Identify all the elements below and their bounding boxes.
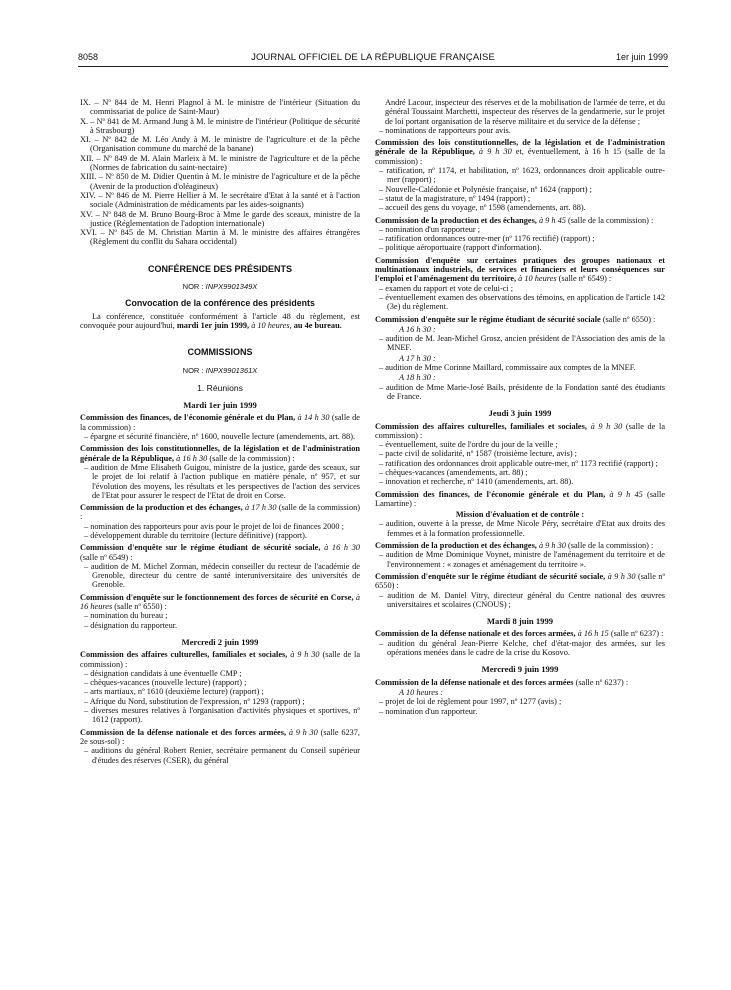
day-heading: Mardi 1er juin 1999	[183, 400, 257, 411]
page-header	[78, 52, 668, 66]
agenda-item: – nomination du bureau ;	[84, 611, 168, 621]
commission-heading: Commission d'enquête sur le fonctionnement des forces de sécurité en Corse, à 16 heures (salle nº 6550) :	[80, 592, 360, 612]
agenda-item: – nomination d'un rapporteur.	[379, 706, 478, 716]
day-heading: Mardi 8 juin 1999	[486, 616, 554, 627]
time-slot: A 10 heures :	[399, 687, 444, 697]
agenda-item: – désignation du rapporteur.	[84, 620, 178, 630]
day-heading: Jeudi 3 juin 1999	[488, 408, 552, 419]
commission-heading: Commission des affaires culturelles, familiales et sociales, à 9 h 30 (salle de la commission) :	[80, 650, 361, 669]
page-number: 8058	[78, 52, 99, 62]
agenda-item: – auditions du général Robert Renier, secrétaire permanent du Conseil supérieur d'études des réserves (CSER), du général	[84, 746, 360, 765]
agenda-item: – éventuellement examen des observations des témoins, en application de l'article 142 (3e) du règlement.	[379, 292, 665, 312]
right-column	[375, 98, 665, 716]
agenda-item: – audition de Mme Marie-José Bails, présidente de la Fondation santé des étudiants de France.	[379, 382, 665, 401]
question-item: XV. – Nº 848 de M. Bruno Bourg-Broc à Mme le garde des sceaux, ministre de la justice (Réglementation de l'adoption internationale)	[80, 209, 360, 228]
commission-heading: Commission de la production et des échanges, à 17 h 30 (salle de la commission) :	[80, 503, 360, 522]
commission-heading: Commission d'enquête sur le régime étudiant de sécurité sociale (salle nº 6550) :	[375, 314, 656, 324]
convocation-heading: Convocation de la conférence des présidents	[125, 298, 315, 309]
commission-heading: Commission des lois constitutionnelles, de la législation et de l'administration générale de la République, à 16 h 30 (salle de la commission) :	[80, 444, 360, 463]
continued-text: André Lacour, inspecteur des réserves et de la mobilisation de l'armée de terre, et du général Toussaint Marchetti, inspecteur des réserves de la gendarmerie, sur le projet de loi portant organisation de la réserve militaire et du service de la défense ;	[385, 98, 665, 126]
agenda-item: – ratification des ordonnances droit applicable outre-mer, nº 1173 rectifié (rapport) ;	[379, 458, 658, 468]
agenda-item: – nominations de rapporteurs pour avis.	[379, 125, 511, 135]
commission-heading: Commission des finances, de l'économie générale et du Plan, à 9 h 45 (salle Lamartine) :	[375, 489, 666, 508]
day-heading: Mercredi 9 juin 1999	[481, 664, 559, 675]
question-item: IX. – Nº 844 de M. Henri Plagnol à M. le ministre de l'intérieur (Situation du commissariat de police de Saint-Maur)	[80, 98, 360, 117]
agenda-item: – chèques-vacances (nouvelle lecture) (rapport) ;	[84, 678, 247, 688]
commission-heading: Commission de la défense nationale et des forces armées, à 16 h 15 (salle nº 6237) :	[375, 629, 664, 639]
agenda-item: – désignation candidats à une éventuelle CMP ;	[84, 668, 242, 678]
agenda-item: – chèques-vacances (amendements, art. 88) ;	[379, 467, 528, 477]
time-slot: A 16 h 30 :	[399, 324, 436, 334]
question-list	[80, 98, 360, 247]
agenda-item: – accueil des gens du voyage, nº 1598 (amendements, art. 88).	[379, 203, 586, 213]
commission-heading: Commission de la défense nationale et des forces armées, à 9 h 30 (salle 6237, 2e sous-sol) :	[80, 727, 361, 746]
question-item: XVI. – Nº 845 de M. Christian Martin à M. le ministre des affaires étrangères (Règlement du conflit du Sahara occidental)	[80, 228, 360, 247]
question-item: XIII. – Nº 850 de M. Didier Quentin à M. le ministre de l'agriculture et de la pêche (Avenir de la production d'oléagineux)	[80, 172, 360, 191]
question-item: XIV. – Nº 846 de M. Pierre Hellier à M. le secrétaire d'Etat à la santé et à l'action sociale (Administration de médicaments par les aides-soignants)	[80, 190, 360, 210]
agenda-item: – Afrique du Nord, substitution de l'expression, nº 1293 (rapport) ;	[84, 696, 305, 706]
agenda-item: – projet de loi de règlement pour 1997, nº 1277 (avis) ;	[379, 697, 562, 707]
time-slot: A 17 h 30 :	[399, 353, 436, 363]
question-item: XI. – Nº 842 de M. Léo Andy à M. le ministre de l'agriculture et de la pêche (Organisation commune du marché de la banane)	[80, 135, 360, 154]
commission-heading: Commission de la production et des échanges, à 9 h 45 (salle de la commission) :	[375, 215, 654, 225]
header-rule	[78, 66, 668, 67]
conference-nor: NOR : INPX9901349X	[182, 282, 258, 292]
agenda-item: – examen du rapport et vote de celui-ci ;	[379, 283, 514, 293]
mission-heading: Mission d'évaluation et de contrôle :	[455, 510, 585, 520]
agenda-item: – statut de la magistrature, nº 1494 (rapport) ;	[379, 193, 531, 203]
agenda-item: – ratification, nº 1174, et habilitation, nº 1623, ordonnances droit applicable outre-mer (rapport) ;	[379, 166, 665, 185]
agenda-item: – nomination d'un rapporteur ;	[379, 224, 481, 234]
agenda-item: – diverses mesures relatives à l'organisation d'activités physiques et sportives, nº 1612 (rapport).	[84, 706, 360, 725]
agenda-item: – audition de Mme Elisabeth Guigou, ministre de la justice, garde des sceaux, sur le projet de loi relatif à l'action publique en matière pénale, nº 957, et sur l'évolution des moyens, les résultats et les perspectives de l'action des services de l'Etat pour assurer le respect de l'Etat de droit en Corse.	[84, 462, 360, 500]
agenda-item: – audition de Mme Corinne Maillard, commissaire aux comptes de la MNEF.	[379, 363, 636, 373]
question-item: X. – Nº 841 de M. Armand Jung à M. le ministre de l'intérieur (Politique de sécurité à Strasbourg)	[80, 116, 360, 135]
conference-heading: CONFÉRENCE DES PRÉSIDENTS	[147, 263, 293, 274]
agenda-item: – développement durable du territoire (lecture définitive) (rapport).	[84, 530, 308, 540]
agenda-item: – ratification ordonnances outre-mer (nº 1176 rectifié) (rapport) ;	[379, 234, 595, 244]
commission-heading: Commission des lois constitutionnelles, de la législation et de l'administration générale de la République, à 9 h 30 et, éventuellement, à 16 h 15 (salle de la commission) :	[375, 138, 666, 166]
left-column	[80, 98, 360, 765]
agenda-item: – audition de M. Daniel Vitry, directeur général du Centre national des œuvres universitaires et scolaires (CNOUS) ;	[379, 590, 665, 609]
question-item: XII. – Nº 849 de M. Alain Marleix à M. le ministre de l'agriculture et de la pêche (Normes de fabrication du saint-nectaire)	[80, 153, 360, 173]
agenda-item: – audition du général Jean-Pierre Kelche, chef d'état-major des armées, sur les opérations menées dans le cadre de la crise du Kosovo.	[379, 638, 665, 658]
commission-heading: Commission de la défense nationale et des forces armées (salle nº 6237) :	[375, 677, 629, 687]
commissions-nor: NOR : INPX9901361X	[182, 365, 258, 375]
agenda-item: – audition de M. Jean-Michel Grosz, ancien président de l'Association des amis de la MNEF.	[379, 334, 665, 353]
commission-heading: Commission d'enquête sur le régime étudiant de sécurité sociale, à 16 h 30 (salle nº 6549) :	[80, 543, 360, 562]
commission-heading: Commission de la production et des échanges, à 9 h 30 (salle de la commission) :	[375, 541, 654, 551]
agenda-item: – audition de Mme Dominique Voynet, ministre de l'aménagement du territoire et de l'environnement : « zonages et aménagement du territoire ».	[379, 550, 665, 569]
day-heading: Mercredi 2 juin 1999	[181, 636, 259, 647]
reunions-heading: 1. Réunions	[197, 382, 243, 393]
agenda-item: – innovation et recherche, nº 1410 (amendements, art. 88).	[379, 477, 574, 487]
journal-title: JOURNAL OFFICIEL DE LA RÉPUBLIQUE FRANÇAISE	[251, 52, 495, 63]
agenda-item: – éventuellement, suite de l'ordre du jour de la veille ;	[379, 440, 558, 450]
agenda-item: – nomination des rapporteurs pour avis pour le projet de loi de finances 2000 ;	[84, 521, 344, 531]
agenda-item: – audition de M. Michel Zorman, médecin conseiller du recteur de l'académie de Grenoble, directeur du centre de santé interuniversitaire des universités de Grenoble.	[84, 561, 360, 590]
commission-heading: Commission des affaires culturelles, familiales et sociales, à 9 h 30 (salle de la commission) :	[375, 421, 666, 440]
agenda-item: – arts martiaux, nº 1610 (deuxième lecture) (rapport) ;	[84, 687, 264, 697]
commission-heading: Commission des finances, de l'économie générale et du Plan, à 14 h 30 (salle de la commission) :	[80, 413, 360, 432]
commissions-heading: COMMISSIONS	[187, 347, 253, 358]
agenda-item: – Nouvelle-Calédonie et Polynésie française, nº 1624 (rapport) ;	[379, 184, 592, 194]
agenda-item: – pacte civil de solidarité, nº 1587 (troisième lecture, avis) ;	[379, 449, 577, 459]
agenda-item: – audition, ouverte à la presse, de Mme Nicole Péry, secrétaire d'Etat aux droits des femmes et à la formation professionnelle.	[379, 519, 665, 538]
commission-heading: Commission d'enquête sur le régime étudiant de sécurité sociale, à 9 h 30 (salle nº 6550) :	[375, 571, 666, 591]
agenda-item: – politique aéroportuaire (rapport d'information).	[379, 243, 542, 253]
issue-date: 1er juin 1999	[615, 52, 668, 62]
convocation-text: La conférence, constituée conformément à l'article 48 du règlement, est convoquée pour aujourd'hui, mardi 1er juin 1999, à 10 heures, au 4e bureau.	[80, 311, 360, 330]
agenda-item: – épargne et sécurité financière, nº 1600, nouvelle lecture (amendements, art. 88).	[84, 432, 356, 442]
time-slot: A 18 h 30 :	[399, 373, 436, 383]
commission-heading: Commission d'enquête sur certaines pratiques des groupes nationaux et multinationaux industriels, de services et financiers et leurs conséquences sur l'emploi et l'aménagement du territoire, à 10 heures (salle nº 6549) :	[375, 255, 665, 284]
